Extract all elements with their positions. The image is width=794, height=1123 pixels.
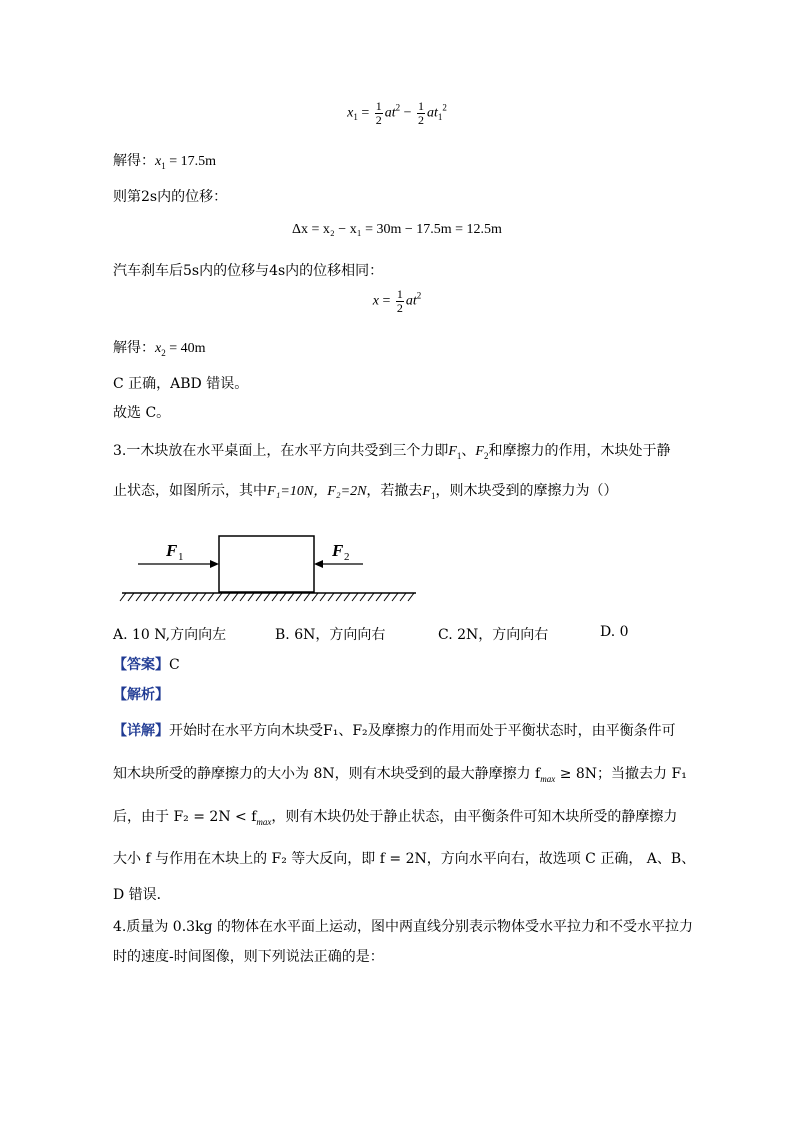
solve2-sub: 2 [161,347,166,358]
q3-text-d: ，若撤去 [366,483,423,499]
detail-line-4: 大小 f 与作用在木块上的 F₂ 等大反向，即 f = 2N，方向水平向右，故选项 C 正确， A、B、 [113,851,696,867]
formula2-num: 1 [396,287,403,301]
formula1-eq: = [361,105,370,121]
formula1-den-b: 2 [418,112,425,127]
q4-line-1: 4.质量为 0.3kg 的物体在水平面上运动，图中两直线分别表示物体受水平拉力和不受水平拉力 [113,919,693,935]
solve1-rest: = 17.5m [165,154,217,169]
second-disp-line: 则第2s内的位移： [113,189,228,205]
force-diagram [118,528,418,608]
f1-arrow-head [210,560,219,568]
option-b-text: 6N，方向向右 [294,627,386,643]
solve1-var: x [155,154,162,169]
formula1-den-a: 2 [375,112,382,127]
formula1-term1: at [384,105,396,121]
formula-displacement-1 [0,100,794,126]
q3-line-2 [113,480,617,501]
detail-p3: 后，由于 F₂ = 2N < f [113,809,257,825]
q3-text-b: 和摩擦力的作用，木块处于静 [488,443,671,459]
analysis-line [113,684,169,704]
solve-line-1 [113,150,216,171]
option-c-text: 2N，方向向右 [457,627,549,643]
wooden-block [219,536,314,592]
solve-line-2 [113,337,206,358]
f1-label: F [166,541,178,560]
detail-line-5: D 错误． [113,887,171,903]
option-d-text: 0 [619,624,629,640]
option-c-label: C. [438,627,453,643]
formula-displacement-2 [0,288,794,314]
option-d-label: D. [600,624,616,640]
answer-line [113,654,180,674]
five-second-line: 汽车刹车后5s内的位移与4s内的位移相同： [113,263,384,279]
analysis-tag: 【解析】 [113,687,169,703]
formula1-term2-sub: 1 [437,112,443,123]
q3-line-1 [113,440,670,461]
option-b-label: B. [275,627,290,643]
formula2-eq: = [382,293,391,309]
formula1-term1-sup: 2 [395,102,401,113]
q3-f1-again-sub: 1 [430,490,436,501]
option-a [113,624,226,644]
q3-sep: 、 [461,443,476,459]
solve1-sub: 1 [161,160,166,171]
detail-p3b: ，则有木块仍处于静止状态，由平衡条件可知木块所受的静摩擦力 [271,809,678,825]
q3-text-e: ，则木块受到的摩擦力为（） [435,483,618,499]
option-b [275,624,385,644]
choose-line: 故选 C。 [113,405,171,421]
f2-label-sub: 2 [344,551,350,563]
formula-delta: Δx = x₂ − x₁ = 30m − 17.5m = 12.5m [292,222,502,237]
option-c [438,624,548,644]
formula1-term2-sup: 2 [442,102,447,113]
formula1-lhs: x [347,105,354,121]
detail-p1: 开始时在水平方向木块受F₁、F₂及摩擦力的作用而处于平衡状态时，由平衡条件可 [169,723,676,739]
c-correct-line: C 正确，ABD 错误。 [113,376,249,392]
detail-p2-sub: max [540,773,556,784]
formula1-lhs-sub: 1 [353,112,358,123]
formula1-frac-b [417,100,425,126]
q3-f1-sub: 1 [456,450,462,461]
detail-p2b: ≥ 8N；当撤去力 F₁ [555,766,687,782]
solve2-rest: = 40m [165,341,206,356]
solve2-var: x [155,341,162,356]
answer-tag: 【答案】 [113,657,169,673]
formula1-minus: − [403,105,412,121]
q3-f2: F [475,444,484,459]
options-row [113,624,673,644]
solve1-label: 解得： [113,153,155,169]
f2-arrow-head [314,560,323,568]
option-a-text: 10 N,方向向左 [132,627,227,643]
detail-line-1 [113,720,676,740]
answer-value: C [169,657,180,673]
q3-f2-sub: 2 [483,450,489,461]
option-a-label: A. [113,627,128,643]
detail-line-3 [113,806,677,827]
formula1-term2: at [427,105,438,121]
detail-line-2 [113,763,687,784]
q4-line-2: 时的速度-时间图像，则下列说法正确的是： [113,949,384,965]
q3-eq1: F₁=10N，F₂=2N [267,484,367,499]
formula1-num-b: 1 [418,99,425,113]
formula2-term-sup: 2 [416,290,422,301]
formula2-den: 2 [396,300,403,315]
q3-f1-again: F [422,484,431,499]
q3-text-c: 止状态，如图所示，其中 [113,483,267,499]
formula2-lhs: x [372,293,379,309]
f2-label: F [332,541,344,560]
detail-tag: 【详解】 [113,723,169,739]
detail-p3-sub: max [256,816,272,827]
f1-label-sub: 1 [178,551,184,563]
formula1-num-a: 1 [375,99,382,113]
q3-text-a: 3.一木块放在水平桌面上，在水平方向共受到三个力即 [113,443,449,459]
detail-p2: 知木块所受的静摩擦力的大小为 8N，则有木块受到的最大静摩擦力 f [113,766,541,782]
q3-f1: F [448,444,457,459]
formula2-term: at [405,293,417,309]
formula2-frac [396,288,404,314]
solve2-label: 解得： [113,340,155,356]
ground-hatching [120,593,414,601]
option-d [600,624,629,640]
formula1-frac-a [375,100,383,126]
